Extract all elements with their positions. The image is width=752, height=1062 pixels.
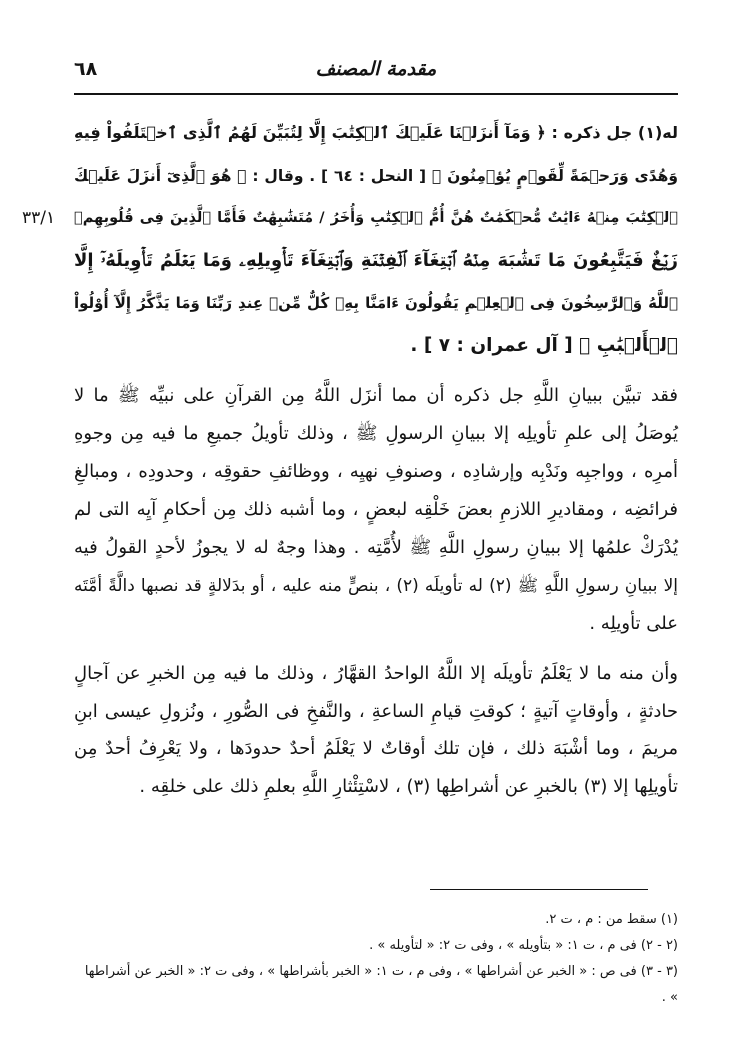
text-line: ٱلۡكِتَٰبَ مِنۡهُ ءَايَٰتٌ مُّحۡكَمَٰتٌ هُنَّ أُمُّ ٱلۡكِتَٰبِ وَأُخَرُ / مُتَشَٰبِهَٰتٌ فَأَمَّا ٱلَّذِينَ فِى قُلُوبِهِمۡ <box>74 210 678 226</box>
text-line: إلا ببيانِ رسولِ اللَّهِ ﷺ (٢) له تأويلَه (٢) ، بنصٍّ منه عليه ، أو بدَلالةٍ قد نصبها دالَّةً أمَّتَه <box>74 576 678 596</box>
main-text <box>74 112 678 805</box>
text-line: زَيۡغٌ فَيَتَّبِعُونَ مَا تَشَٰبَهَ مِنۡهُ ٱبۡتِغَآءَ ٱلۡفِتۡنَةِ وَٱبۡتِغَآءَ تَأۡوِيلِهِۦ وَمَا يَعۡلَمُ تَأۡوِيلَهُۥٓ إِلَّا <box>74 249 678 271</box>
footnote-1: (١) سقط من : م ، ت ٢. <box>545 912 678 927</box>
text-line: له(١) جل ذكره : ﴿ وَمَآ أَنزَلۡنَا عَلَيۡكَ ٱلۡكِتَٰبَ إِلَّا لِتُبَيِّنَ لَهُمُ ٱلَّذِى ٱخۡتَلَفُواْ فِيهِ <box>74 123 678 142</box>
text-line: وأن منه ما لا يَعْلَمُ تأويلَه إلا اللَّهُ الواحدُ القهَّارُ ، وذلك ما فيه مِن الخبرِ عن آجالٍ <box>74 663 678 684</box>
running-title: مقدمة المصنف <box>315 58 437 80</box>
page-number: ٦٨ <box>74 58 98 80</box>
paragraph-explained-by-prophet <box>74 377 678 643</box>
paragraph-quran-citation <box>74 112 678 367</box>
footnotes <box>74 907 678 1011</box>
margin-reference: ٣٣/١ <box>22 208 56 228</box>
footnote-3: (٣ - ٣) فى ص : « الخبر عن أشراطها » ، وفى م ، ت ١: « الخبر بأشراطها » ، وفى ت ٢: « الخبر عن أشراطها » . <box>84 964 678 1005</box>
text-line: ٱلۡأَلۡبَٰبِ ﴾ [ آل عمران : ٧ ] . <box>410 334 678 356</box>
paragraph-known-only-to-god <box>74 655 678 805</box>
footnote-separator <box>430 889 648 890</box>
text-line: ٱللَّهُ وَٱلرَّٰسِخُونَ فِى ٱلۡعِلۡمِ يَقُولُونَ ءَامَنَّا بِهِۦ كُلٌّ مِّنۡ عِندِ رَبِّنَا وَمَا يَذَّكَّرُ إِلَّآ أُوْلُواْ <box>74 294 678 312</box>
footnote-2: (٢ - ٢) فى م ، ت ١: « بتأويله » ، وفى ت ٢: « لتأويله » . <box>369 938 678 953</box>
text-line: حادثةٍ ، وأوقاتٍ آتيةٍ ؛ كوقتِ قيامِ الساعةِ ، والنَّفخِ فى الصُّورِ ، ونُزولِ عيسى ابنِ <box>74 700 678 722</box>
text-line: فرائضِه ، ومقاديرِ اللازمِ بعضَ خَلْقِه لبعضٍ ، وما أشبه ذلك مِن أحكامِ آيِه التى لم <box>74 499 678 520</box>
text-line: فقد تبيَّن ببيانِ اللَّهِ جل ذكره أن مما أنزَل اللَّهُ مِن القرآنِ على نبيِّه ﷺ ما لا <box>74 385 678 406</box>
text-line: تأويلِها إلا (٣) بالخبرِ عن أشراطِها (٣) ، لاسْتِئْثارِ اللَّهِ بعلمِ ذلك على خلقِه . <box>139 775 678 797</box>
page-header <box>74 58 678 88</box>
text-line: مريمَ ، وما أشْبَهَ ذلك ، فإن تلك أوقاتٌ لا يَعْلَمُ أحدٌ حدودَها ، ولا يَعْرِفُ أحدٌ مِن <box>74 738 678 759</box>
text-line: أمرِه ، وواجبِه ونَدْبِه وإرشادِه ، وصنوفِ نهيِه ، ووظائفِ حقوقِه ، وحدودِه ، ومبالغِ <box>74 461 678 482</box>
text-line: على تأويلِه . <box>589 613 678 634</box>
text-line: يُدْرَكْ علمُها إلا ببيانِ رسولِ اللَّهِ ﷺ لأُمَّتِه . وهذا وجهٌ له لا يجوزُ لأحدٍ القولُ فيه <box>74 537 678 558</box>
text-line: يُوصَلُ إلى علمِ تأويلِه إلا ببيانِ الرسولِ ﷺ ، وذلك تأويلُ جميعِ ما فيه مِن وجوهِ <box>74 423 678 444</box>
text-line: وَهُدًى وَرَحۡمَةً لِّقَوۡمٍ يُؤۡمِنُونَ ﴾ [ النحل : ٦٤ ] . وقال : ﴿ هُوَ ٱلَّذِىٓ أَنزَلَ عَلَيۡكَ <box>74 166 678 185</box>
header-rule <box>74 93 678 95</box>
